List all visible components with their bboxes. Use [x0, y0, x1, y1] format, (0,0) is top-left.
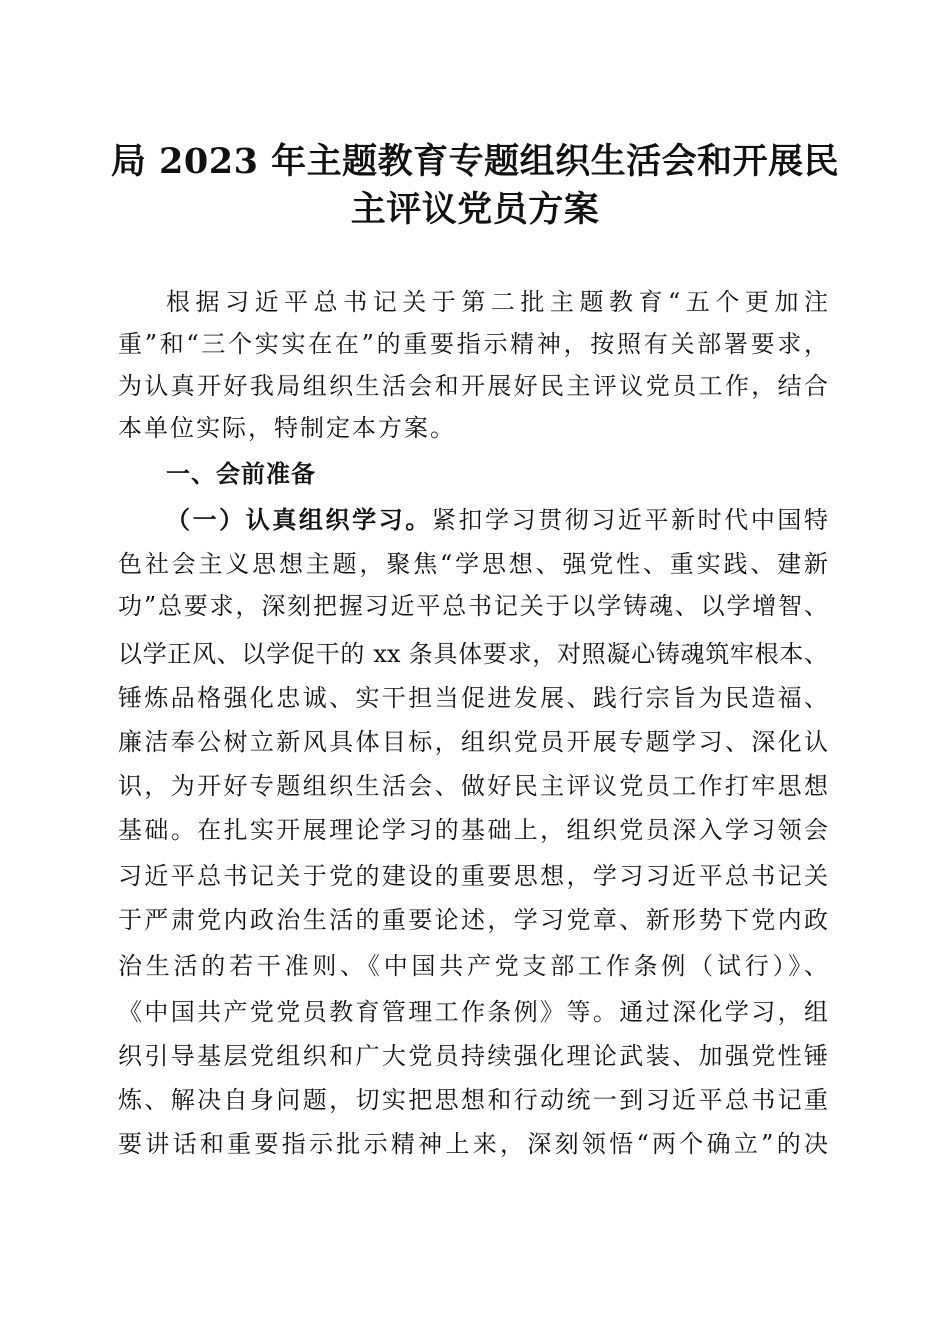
item1-line-13: 织引导基层党组织和广大党员持续强化理论武装、加强党性锤 [118, 1042, 828, 1070]
section-heading-preparation: 一、会前准备 [166, 460, 316, 488]
item1-first-rest: 紧扣学习贯彻习近平新时代中国特 [431, 506, 829, 534]
item1-line-5: 锤炼品格强化忠诚、实干担当促进发展、践行宗旨为民造福、 [118, 684, 828, 712]
intro-line-2: 重”和“三个实实在在”的重要指示精神，按照有关部署要求， [118, 330, 828, 358]
item1-line-3: 功”总要求，深刻把握习近平总书记关于以学铸魂、以学增智、 [118, 592, 828, 620]
item1-line-7: 识，为开好专题组织生活会、做好民主评议党员工作打牢思想 [118, 772, 828, 800]
item1-line-8: 基础。在扎实开展理论学习的基础上，组织党员深入学习领会 [118, 816, 828, 844]
document-title-line-1: 局 2023 年主题教育专题组织生活会和开展民 [110, 141, 840, 182]
document-title-line-2: 主评议党员方案 [350, 189, 600, 230]
item1-line-4: 以学正风、以学促干的 xx 条具体要求，对照凝心铸魂筑牢根本、 [118, 640, 828, 668]
item1-line-14: 炼、解决自身问题，切实把思想和行动统一到习近平总书记重 [118, 1086, 828, 1114]
item1-line-9: 习近平总书记关于党的建设的重要思想，学习习近平总书记关 [118, 862, 828, 890]
item1-line-11: 治生活的若干准则、《中国共产党支部工作条例（试行）》、 [118, 952, 828, 980]
item1-line-10: 于严肃党内政治生活的重要论述，学习党章、新形势下党内政 [118, 906, 828, 934]
item1-line-12: 《中国共产党党员教育管理工作条例》等。通过深化学习，组 [118, 998, 828, 1026]
item1-line-6: 廉洁奉公树立新风具体目标，组织党员开展专题学习、深化认 [118, 728, 828, 756]
intro-line-4: 本单位实际，特制定本方案。 [118, 414, 456, 442]
item1-line-1 [166, 504, 828, 536]
item1-line-15: 要讲话和重要指示批示精神上来，深刻领悟“两个确立”的决 [118, 1130, 828, 1158]
intro-line-1: 根据习近平总书记关于第二批主题教育“五个更加注 [166, 288, 828, 316]
item1-line-2: 色社会主义思想主题，聚焦“学思想、强党性、重实践、建新 [118, 550, 828, 578]
intro-line-3: 为认真开好我局组织生活会和开展好民主评议党员工作，结合 [118, 372, 828, 400]
item1-lead: （一）认真组织学习。 [166, 505, 432, 534]
